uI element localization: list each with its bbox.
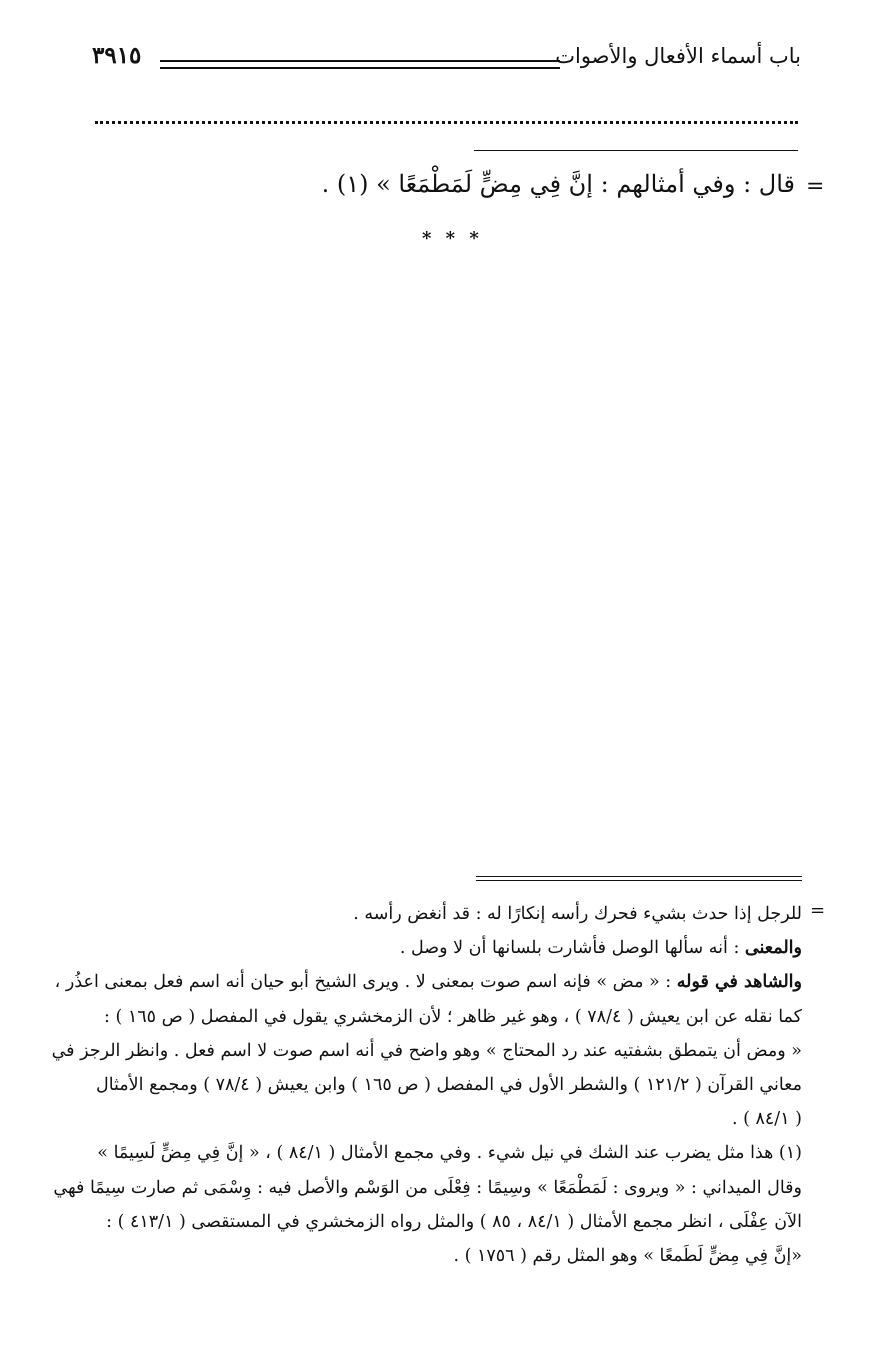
main-text-line: قال : وفي أمثالهم : إنَّ فِي مِضٍّ لَمَطْمَعًا » (١) . — [321, 170, 795, 198]
dotted-separator — [95, 121, 798, 124]
continuation-mark: = — [806, 174, 825, 199]
footnote-line — [90, 1239, 802, 1273]
footnote-line — [90, 1000, 802, 1034]
footnote-text: « ومض أن يتمطق بشفتيه عند رد المحتاج » وهو واضح في أنه اسم صوت لا اسم فعل . وانظر الرجز في — [51, 1040, 802, 1061]
section-stars: * * * — [422, 228, 483, 249]
running-head-title: باب أسماء الأفعال والأصوات — [555, 44, 801, 68]
footnote-text: للرجل إذا حدث بشيء فحرك رأسه إنكارًا له : قد أنغض رأسه . — [353, 904, 802, 924]
footnote-line — [53, 1171, 802, 1205]
short-separator-rule — [474, 150, 798, 151]
footnote-text: «إنَّ فِي مِضٍّ لَطَمعًا » وهو المثل رقم ( ١٧٥٦ ) . — [453, 1245, 802, 1266]
footnote-line — [51, 1034, 802, 1068]
footnote-separator-rule — [476, 876, 802, 881]
footnote-line — [90, 1136, 802, 1170]
footnote-text: وقال الميداني : « ويروى : لَمَطْمَعًا » وسِيمًا : فِعْلَى من الوَسْم والأصل فيه : وِسْمَى ثم صارت سِيمًا فهي — [53, 1177, 802, 1198]
footnote-line — [54, 965, 802, 999]
footnotes-block — [51, 897, 802, 1273]
footnote-lead: والشاهد في قوله — [676, 972, 802, 993]
footnote-line — [90, 897, 802, 931]
footnote-text: ( ٨٤/١ ) . — [731, 1109, 802, 1130]
footnote-lead: والمعنى — [744, 938, 802, 959]
footnote-line — [90, 1205, 802, 1239]
page-number: ٣٩١٥ — [92, 42, 142, 69]
footnote-text: كما نقله عن ابن يعيش ( ٧٨/٤ ) ، وهو غير ظاهر ؛ لأن الزمخشري يقول في المفصل ( ص ١٦٥ ) : — [104, 1006, 802, 1027]
header-double-rule — [160, 60, 560, 69]
footnote-line — [90, 931, 802, 965]
footnote-line — [90, 1102, 802, 1136]
footnote-text: معاني القرآن ( ١٢١/٢ ) والشطر الأول في المفصل ( ص ١٦٥ ) وابن يعيش ( ٧٨/٤ ) ومجمع الأمثال — [95, 1074, 802, 1095]
footnote-text: : أنه سألها الوصل فأشارت بلسانها أن لا وصل . — [399, 938, 745, 959]
footnote-line — [90, 1068, 802, 1102]
footnote-text: (١) هذا مثل يضرب عند الشك في نيل شيء . وفي مجمع الأمثال ( ٨٤/١ ) ، « إنَّ فِي مِضٍّ لَسِيمًا » — [97, 1143, 802, 1164]
footnote-continuation-mark: = — [810, 900, 826, 921]
footnote-text: الآن عِفْلَى ، انظر مجمع الأمثال ( ٨٤/١ ، ٨٥ ) والمثل رواه الزمخشري في المستقصى ( ٤١٣/١ ) : — [106, 1211, 802, 1232]
footnote-text: : « مض » فإنه اسم صوت بمعنى لا . ويرى الشيخ أبو حيان أنه اسم فعل بمعنى اعذُر ، — [54, 972, 677, 993]
